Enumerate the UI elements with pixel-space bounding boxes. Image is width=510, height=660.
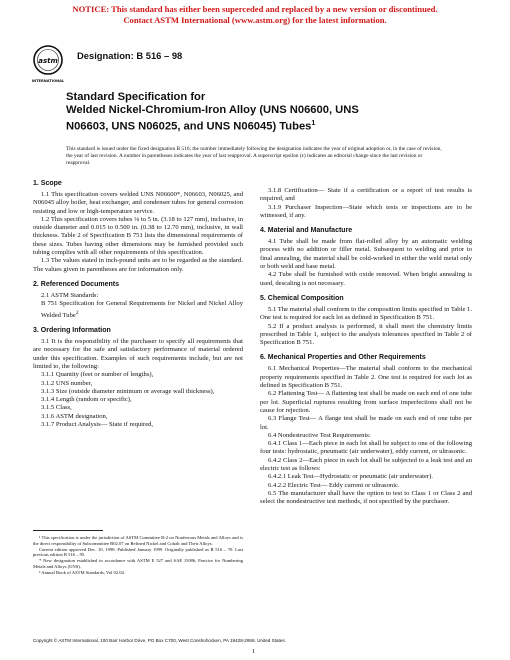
footnote-2: ² Annual Book of ASTM Standards, Vol 02.04. xyxy=(39,569,125,575)
paragraph-2-1: 2.1 ASTM Standards: xyxy=(41,291,99,299)
copyright-line: Copyright © ASTM International, 100 Barr Harbor Drive, PO Box C700, West Conshohocken, PA 19428-2959, United States. xyxy=(33,638,286,643)
section-heading-ordering-information: 3. Ordering Information xyxy=(33,327,111,335)
paragraph-3-1-1: 3.1.1 Quantity (feet or number of lengths), xyxy=(41,371,154,379)
section-heading-referenced-documents: 2. Referenced Documents xyxy=(33,280,119,288)
notice-line-2: Contact ASTM International (www.astm.org) for the latest information. xyxy=(123,14,387,25)
section-heading-material-manufacture: 4. Material and Manufacture xyxy=(260,227,353,235)
right-column xyxy=(260,187,472,507)
section-heading-chemical-composition: 5. Chemical Composition xyxy=(260,294,344,302)
paragraph-6-4: 6.4 Nondestructive Test Requirements: xyxy=(268,431,371,439)
paragraph-6-1: 6.1 Mechanical Properties—The material shall conform to the mechanical property requirements specified in Table 2. One test is required for each lot as defined in Specification B 751. xyxy=(260,365,472,390)
footnote-1: ¹ This specification is under the jurisdiction of ASTM Committee B-2 on Nonferrous Metals and Alloys and is the direct responsibility of Subcommittee B02.07 on Refined Nickel and Cobalt and Their Alloys. xyxy=(33,535,243,546)
left-column xyxy=(33,179,243,429)
paragraph-3-1-9: 3.1.9 Purchaser Inspection—State which tests or inspections are to be witnessed, if any. xyxy=(260,203,472,219)
paragraph-4-1: 4.1 Tube shall be made from flat-rolled alloy by an automatic welding process with no addition or filler metal. Subsequent to welding and prior to final annealing, the material shall be cold-worked in either the weld metal only or both weld and base metal. xyxy=(260,238,472,271)
paragraph-5-2: 5.2 If a product analysis is performed, it shall meet the chemistry limits prescribed in Table 1, subject to the analysis tolerances specified in Table 2 of Specification B 751. xyxy=(260,322,472,347)
designation: Designation: B 516 – 98 xyxy=(77,50,183,61)
paragraph-3-1-3: 3.1.3 Size (outside diameter minimum or average wall thickness), xyxy=(41,387,215,395)
paragraph-5-1: 5.1 The material shall conform to the composition limits specified in Table 1. One test is required for each lot as defined in Specification B 751. xyxy=(260,305,472,322)
paragraph-3-1-8: 3.1.8 Certification— State if a certification or a report of test results is required, and xyxy=(260,187,472,203)
paragraph-2-1-b751: B 751 Specification for General Requirements for Nickel and Nickel Alloy Welded Tube$^2$ xyxy=(41,300,243,319)
title-footnote-ref: 1 xyxy=(311,120,316,127)
paragraph-6-4-2-1: 6.4.2.1 Leak Test—Hydrostatic or pneumatic (air underwater). xyxy=(268,473,433,481)
paragraph-3-1-2: 3.1.2 UNS number, xyxy=(41,379,93,387)
footnote-divider xyxy=(33,530,103,531)
standard-issuance-note: This standard is issued under the fixed designation B 516; the number immediately following the designation indicates the year of original adoption or, in the case of revision, the year of last revision. A number in parentheses indicates the year of last reapproval. A superscript epsilon (ε) indicates an editorial change since the last revision or reapproval. xyxy=(66,146,442,166)
section-heading-scope: 1. Scope xyxy=(33,180,62,187)
paragraph-1-1: 1.1 This specification covers welded UNS N06600*, N06603, N06025, and N06045 alloy boiler, heat exchanger, and condenser tubes for general corrosion resisting and low or high-temperature service. xyxy=(33,191,243,215)
paragraph-4-2: 4.2 Tube shall be furnished with oxide removed. When bright annealing is used, descaling is not necessary. xyxy=(260,271,472,287)
paragraph-3-1-5: 3.1.5 Class, xyxy=(41,404,72,412)
footnote-uns: * New designation established in accordance with ASTM E 527 and SAE J1086, Practice for Numbering Metals and Alloys (UNS). xyxy=(33,558,243,569)
notice-banner xyxy=(0,4,510,25)
paragraph-6-2: 6.2 Flattening Test— A flattening test shall be made on each end of one tube per lot. Superficial ruptures resulting from surface imperfections shall not be cause for rejection. xyxy=(260,390,472,414)
footnotes xyxy=(33,535,243,576)
paragraph-6-4-2: 6.4.2 Class 2—Each piece in each lot shall be subjected to a leak test and an electric test as follows: xyxy=(260,456,472,473)
paragraph-6-4-2-2: 6.4.2.2 Electric Test— Eddy current or ultrasonic. xyxy=(268,481,400,489)
title-line-1: Standard Specification for xyxy=(66,91,206,103)
footnote-1-edition: Current edition approved Dec. 10, 1998. Published January 1999. Originally published as B 516 – 70. Last previous edition B 516 – 95. xyxy=(33,546,243,558)
document-title xyxy=(66,91,456,134)
section-heading-mechanical-properties: 6. Mechanical Properties and Other Requirements xyxy=(260,354,426,362)
notice-line-1: NOTICE: This standard has either been superceded and replaced by a new version or discontinued. xyxy=(72,4,438,14)
logo-text: INTERNATIONAL xyxy=(31,79,65,83)
paragraph-3-1-7: 3.1.7 Product Analysis— State if required, xyxy=(41,421,154,429)
paragraph-3-1: 3.1 It is the responsibility of the purchaser to specify all requirements that are necessary for the safe and satisfactory performance of material ordered under this specification. Examples of such requirements include, but are not limited to, the following: xyxy=(33,338,243,370)
paragraph-3-1-4: 3.1.4 Length (random or specific), xyxy=(41,396,132,404)
title-line-3: N06603, UNS N06025, and UNS N06045) Tubes$^1$ xyxy=(66,120,316,133)
astm-logo-icon xyxy=(30,44,66,84)
paragraph-6-4-1: 6.4.1 Class 1—Each piece in each lot shall be subject to one of the following four tests: hydrostatic, pneumatic (air underwater), eddy current, or ultrasonic. xyxy=(260,440,472,456)
paragraph-1-3: 1.3 The values stated in inch-pound units are to be regarded as the standard. The values given in parentheses are for information only. xyxy=(33,257,243,273)
paragraph-3-1-6: 3.1.6 ASTM designation, xyxy=(41,412,108,420)
paragraph-1-2: 1.2 This specification covers tubes ⅛ to 5 in. (3.18 to 127 mm), inclusive, in outside diameter and 0.015 to 0.500 in. (0.38 to 12.70 mm), inclusive, in wall thickness. Table 2 of Specification B 751 lists the dimensional requirements of these sizes. Tubes having other dimensions may be furnished provided such tubing complies with all other requirements of this specification. xyxy=(33,215,243,257)
svg-text:astm: astm xyxy=(38,57,58,65)
page-number: 1 xyxy=(252,648,256,655)
title-line-2: Welded Nickel-Chromium-Iron Alloy (UNS N06600, UNS xyxy=(66,104,359,116)
paragraph-6-3: 6.3 Flange Test— A flange test shall be made on each end of one tube per lot. xyxy=(260,415,472,431)
paragraph-6-5: 6.5 The manufacturer shall have the option to test to Class 1 or Class 2 and select the nondestructive test methods, if not specified by the purchaser. xyxy=(260,489,472,506)
